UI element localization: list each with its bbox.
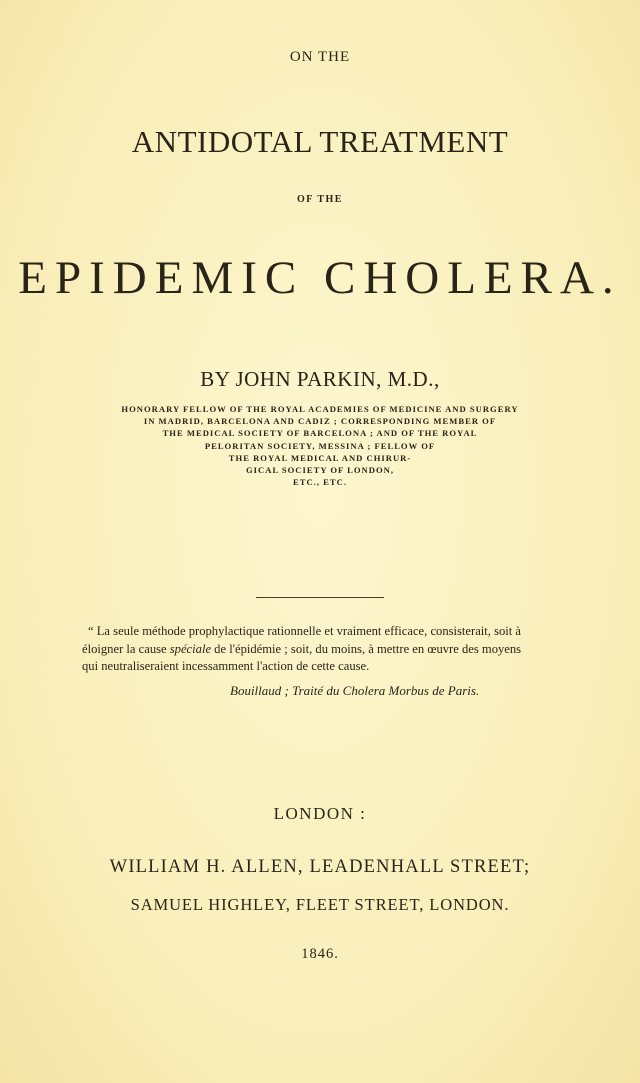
title-line-2: EPIDEMIC CHOLERA. [18, 252, 622, 304]
title-line-1: ANTIDOTAL TREATMENT [131, 124, 509, 159]
epigraph [82, 623, 558, 676]
epigraph-line-1: “ La seule méthode prophylactique rationnelle et vraiment efficace, consisterait, soit à [88, 624, 522, 638]
author-line: BY JOHN PARKIN, M.D., [200, 367, 440, 391]
author-credentials [110, 403, 530, 488]
credential-line: THE MEDICAL SOCIETY OF BARCELONA ; AND OF THE ROYAL [162, 428, 478, 439]
credential-line: PELORITAN SOCIETY, MESSINA ; FELLOW OF [204, 440, 436, 451]
epigraph-citation: Bouillaud ; Traité du Cholera Morbus de Paris. [230, 683, 480, 698]
credential-line: IN MADRID, BARCELONA AND CADIZ ; CORRESPONDING MEMBER OF [143, 416, 497, 427]
imprint-publisher-1: WILLIAM H. ALLEN, LEADENHALL STREET; [109, 857, 531, 877]
epigraph-line-3: qui neutraliseraient incessamment l'action de cette cause. [82, 659, 370, 673]
epigraph-text: éloigner la cause [82, 641, 170, 656]
epigraph-line-2 [82, 641, 558, 659]
publication-year: 1846. [301, 946, 339, 962]
credential-line: HONORARY FELLOW OF THE ROYAL ACADEMIES OF MEDICINE AND SURGERY [121, 404, 519, 414]
epigraph-text: de l'épidémie ; soit, du moins, à mettre en œuvre des moyens [211, 641, 522, 656]
epigraph-emphasis: spéciale [169, 641, 212, 656]
divider-rule [256, 597, 384, 598]
credential-line: GICAL SOCIETY OF LONDON, [246, 465, 394, 476]
title-connector: OF THE [297, 194, 343, 205]
pre-title: ON THE [289, 49, 351, 65]
imprint-place: LONDON : [273, 804, 367, 823]
credential-line: THE ROYAL MEDICAL AND CHIRUR- [228, 452, 412, 463]
imprint-publisher-2: SAMUEL HIGHLEY, FLEET STREET, LONDON. [130, 895, 510, 914]
credential-line: ETC., ETC. [293, 477, 347, 488]
